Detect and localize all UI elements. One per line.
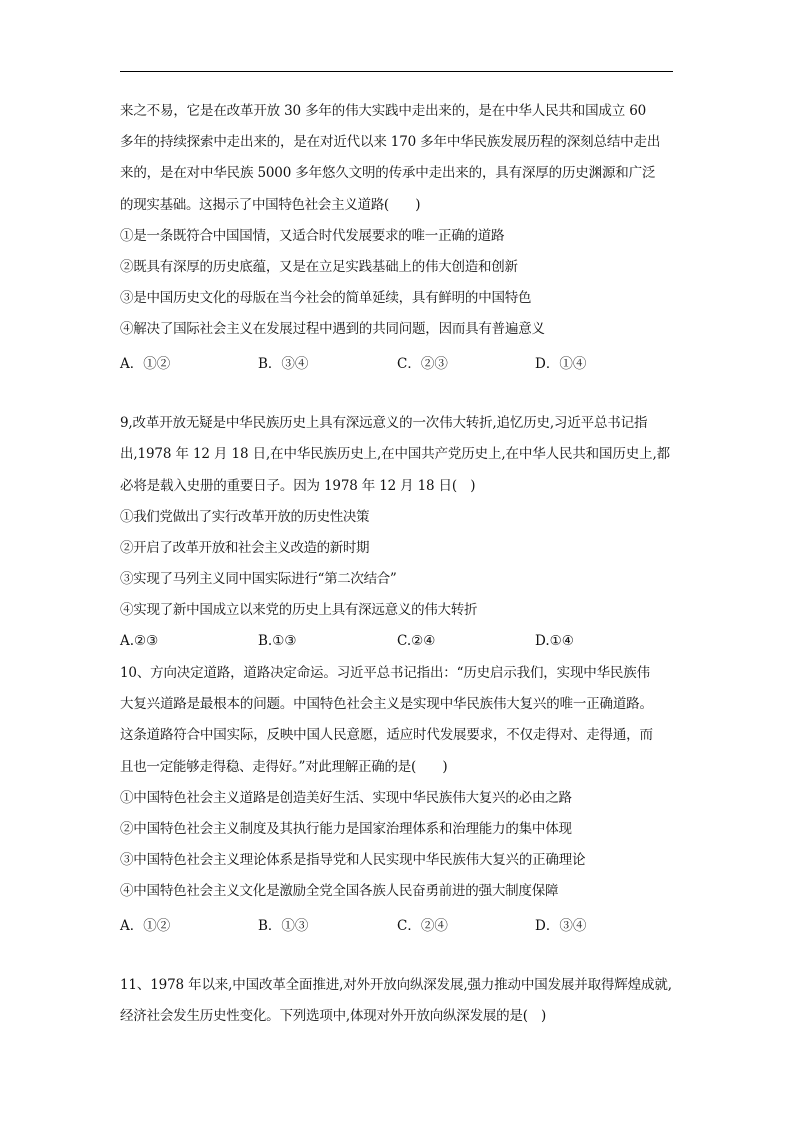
q8-option: ②既具有深厚的历史底蕴，又是在立足实践基础上的伟大创造和创新	[120, 259, 518, 275]
q10-stem: 10、方向决定道路，道路决定命运。习近平总书记指出：“历史启示我们，实现中华民族伟	[120, 665, 650, 681]
q10-option: ②中国特色社会主义制度及其执行能力是国家治理体系和治理能力的集中体现	[120, 821, 572, 837]
q9-option: ③实现了马列主义同中国实际进行“第二次结合”	[120, 571, 397, 587]
choice-b: B．③④	[258, 356, 309, 372]
q9-choices	[120, 633, 680, 651]
q10-stem: 且也一定能够走得稳、走得好。”对此理解正确的是( )	[120, 759, 448, 775]
choice-c: C．②④	[397, 918, 448, 934]
choice-c: C.②④	[397, 633, 436, 649]
choice-d: D．③④	[535, 918, 587, 934]
passage-line: 多年的持续探索中走出来的，是在对近代以来 170 多年中华民族发展历程的深刻总结中走出	[120, 134, 661, 150]
q10-stem: 大复兴道路是最根本的问题。中国特色社会主义是实现中华民族伟大复兴的唯一正确道路。	[120, 696, 653, 712]
q10-option: ③中国特色社会主义理论体系是指导党和人民实现中华民族伟大复兴的正确理论	[120, 852, 586, 868]
q10-option: ①中国特色社会主义道路是创造美好生活、实现中华民族伟大复兴的必由之路	[120, 790, 572, 806]
choice-a: A.②③	[120, 633, 159, 649]
passage-line: 来的，是在对中华民族 5000 多年悠久文明的传承中走出来的，具有深厚的历史渊源和广泛	[120, 165, 656, 181]
passage-line: 的现实基础。这揭示了中国特色社会主义道路( )	[120, 197, 421, 213]
choice-d: D.①④	[535, 633, 574, 649]
q8-option: ①是一条既符合中国国情，又适合时代发展要求的唯一正确的道路	[120, 228, 505, 244]
q11-stem: 经济社会发生历史性变化。下列选项中,体现对外开放向纵深发展的是( )	[120, 1008, 547, 1024]
q8-option: ④解决了国际社会主义在发展过程中遇到的共同问题，因而具有普遍意义	[120, 321, 545, 337]
choice-b: B．①③	[258, 918, 309, 934]
choice-a: A．①②	[120, 918, 171, 934]
choice-c: C．②③	[397, 356, 448, 372]
q10-choices	[120, 914, 680, 932]
q9-option: ④实现了新中国成立以来党的历史上具有深远意义的伟大转折	[120, 602, 478, 618]
q8-option: ③是中国历史文化的母版在当今社会的简单延续，具有鲜明的中国特色	[120, 290, 532, 306]
q9-option: ②开启了改革开放和社会主义改造的新时期	[120, 540, 370, 556]
q9-stem: 9,改革开放无疑是中华民族历史上具有深远意义的一次伟大转折,追忆历史,习近平总书记指	[120, 415, 648, 431]
q10-stem: 这条道路符合中国实际，反映中国人民意愿，适应时代发展要求，不仅走得对、走得通，而	[120, 727, 653, 743]
passage-line: 来之不易，它是在改革开放 30 多年的伟大实践中走出来的，是在中华人民共和国成立 60	[120, 103, 647, 119]
choice-d: D．①④	[535, 356, 587, 372]
q9-stem: 出,1978 年 12 月 18 日,在中华民族历史上,在中国共产党历史上,在中华人民共和国历史上,都	[120, 446, 670, 462]
q8-choices	[120, 352, 680, 370]
choice-b: B.①③	[258, 633, 297, 649]
q9-option: ①我们党做出了实行改革开放的历史性决策	[120, 509, 370, 525]
q11-stem: 11、1978 年以来,中国改革全面推进,对外开放向纵深发展,强力推动中国发展并取得辉煌成就,	[120, 977, 672, 993]
header-rule	[120, 71, 673, 72]
q10-option: ④中国特色社会主义文化是激励全党全国各族人民奋勇前进的强大制度保障	[120, 883, 559, 899]
q9-stem: 必将是载入史册的重要日子。因为 1978 年 12 月 18 日( )	[120, 478, 476, 494]
choice-a: A．①②	[120, 356, 171, 372]
